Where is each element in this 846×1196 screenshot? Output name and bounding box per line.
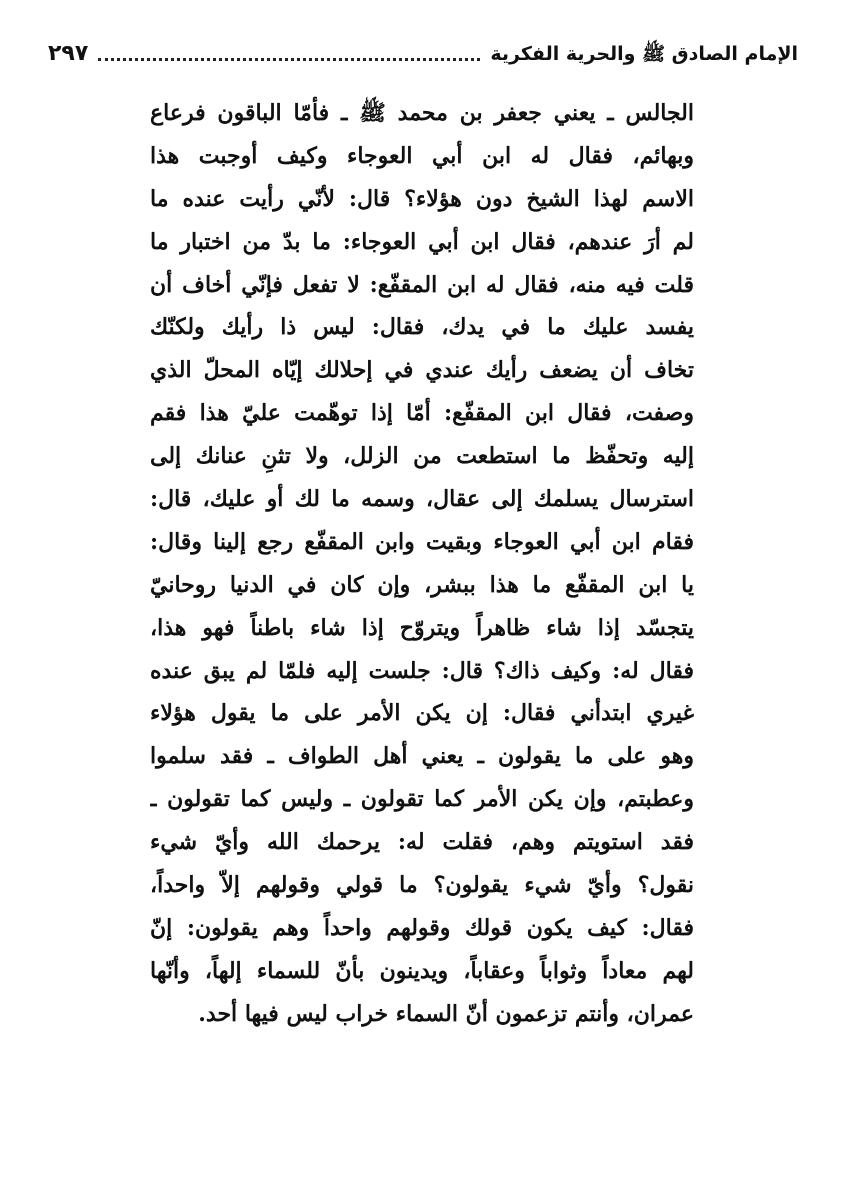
running-title: الإمام الصادق ﷺ والحرية الفكرية	[490, 42, 798, 65]
text-line: الاسم لهذا الشيخ دون هؤلاء؟ قال: لأنّي رأيت عنده ما	[150, 185, 694, 212]
text-line: لم أرَ عندهم، فقال ابن أبي العوجاء: ما بدّ من اختبار ما	[150, 228, 694, 255]
body-text	[150, 92, 694, 1036]
text-line: الجالس ـ يعني جعفر بن محمد ﷺ ـ فأمّا الباقون فرعاع	[150, 100, 694, 126]
text-line: نقول؟ وأيّ شيء يقولون؟ ما قولي وقولهم إلاّ واحداً،	[150, 872, 694, 899]
text-line: فقام ابن أبي العوجاء وبقيت وابن المقفّع رجع إلينا وقال:	[150, 528, 694, 555]
text-line: فقال له: وكيف ذاك؟ قال: جلست إليه فلمّا لم يبق عنده	[150, 657, 694, 684]
page-number: ٢٩٧	[48, 41, 89, 66]
text-line: يا ابن المقفّع ما هذا ببشر، وإن كان في الدنيا روحانيّ	[150, 571, 694, 598]
text-line: وعطبتم، وإن يكن الأمر كما تقولون ـ وليس كما تقولون ـ	[150, 786, 694, 813]
page-header	[48, 36, 798, 72]
text-line: وهو على ما يقولون ـ يعني أهل الطواف ـ فقد سلموا	[150, 743, 694, 770]
text-line: قلت فيه منه، فقال له ابن المقفّع: لا تفعل فإنّي أخاف أن	[150, 271, 694, 298]
text-line: فقال: كيف يكون قولك وقولهم واحداً وهم يقولون: إنّ	[150, 914, 694, 941]
text-line: تخاف أن يضعف رأيك عندي في إحلالك إيّاه المحلّ الذي	[150, 357, 694, 384]
text-line: وبهائم، فقال له ابن أبي العوجاء وكيف أوجبت هذا	[150, 142, 694, 169]
text-line: غيري ابتدأني فقال: إن يكن الأمر على ما يقول هؤلاء	[150, 700, 694, 727]
text-line: استرسال يسلمك إلى عقال، وسمه ما لك أو عليك، قال:	[150, 486, 694, 513]
text-line: لهم معاداً وثواباً وعقاباً، ويدينون بأنّ للسماء إلهاً، وأنّها	[150, 957, 694, 984]
text-line: وصفت، فقال ابن المقفّع: أمّا إذا توهّمت عليّ هذا فقم	[150, 400, 694, 427]
text-line: يتجسّد إذا شاء ظاهراً ويتروّح إذا شاء باطناً فهو هذا،	[150, 614, 694, 641]
text-line: عمران، وأنتم تزعمون أنّ السماء خراب ليس فيها أحد.	[198, 1000, 694, 1027]
text-line: إليه وتحفّظ ما استطعت من الزلل، ولا تثنِ عنانك إلى	[150, 443, 694, 470]
text-line: يفسد عليك ما في يدك، فقال: ليس ذا رأيك ولكنّك	[150, 314, 694, 341]
text-line: فقد استويتم وهم، فقلت له: يرحمك الله وأيّ شيء	[150, 829, 694, 856]
dot-leader	[98, 58, 480, 61]
